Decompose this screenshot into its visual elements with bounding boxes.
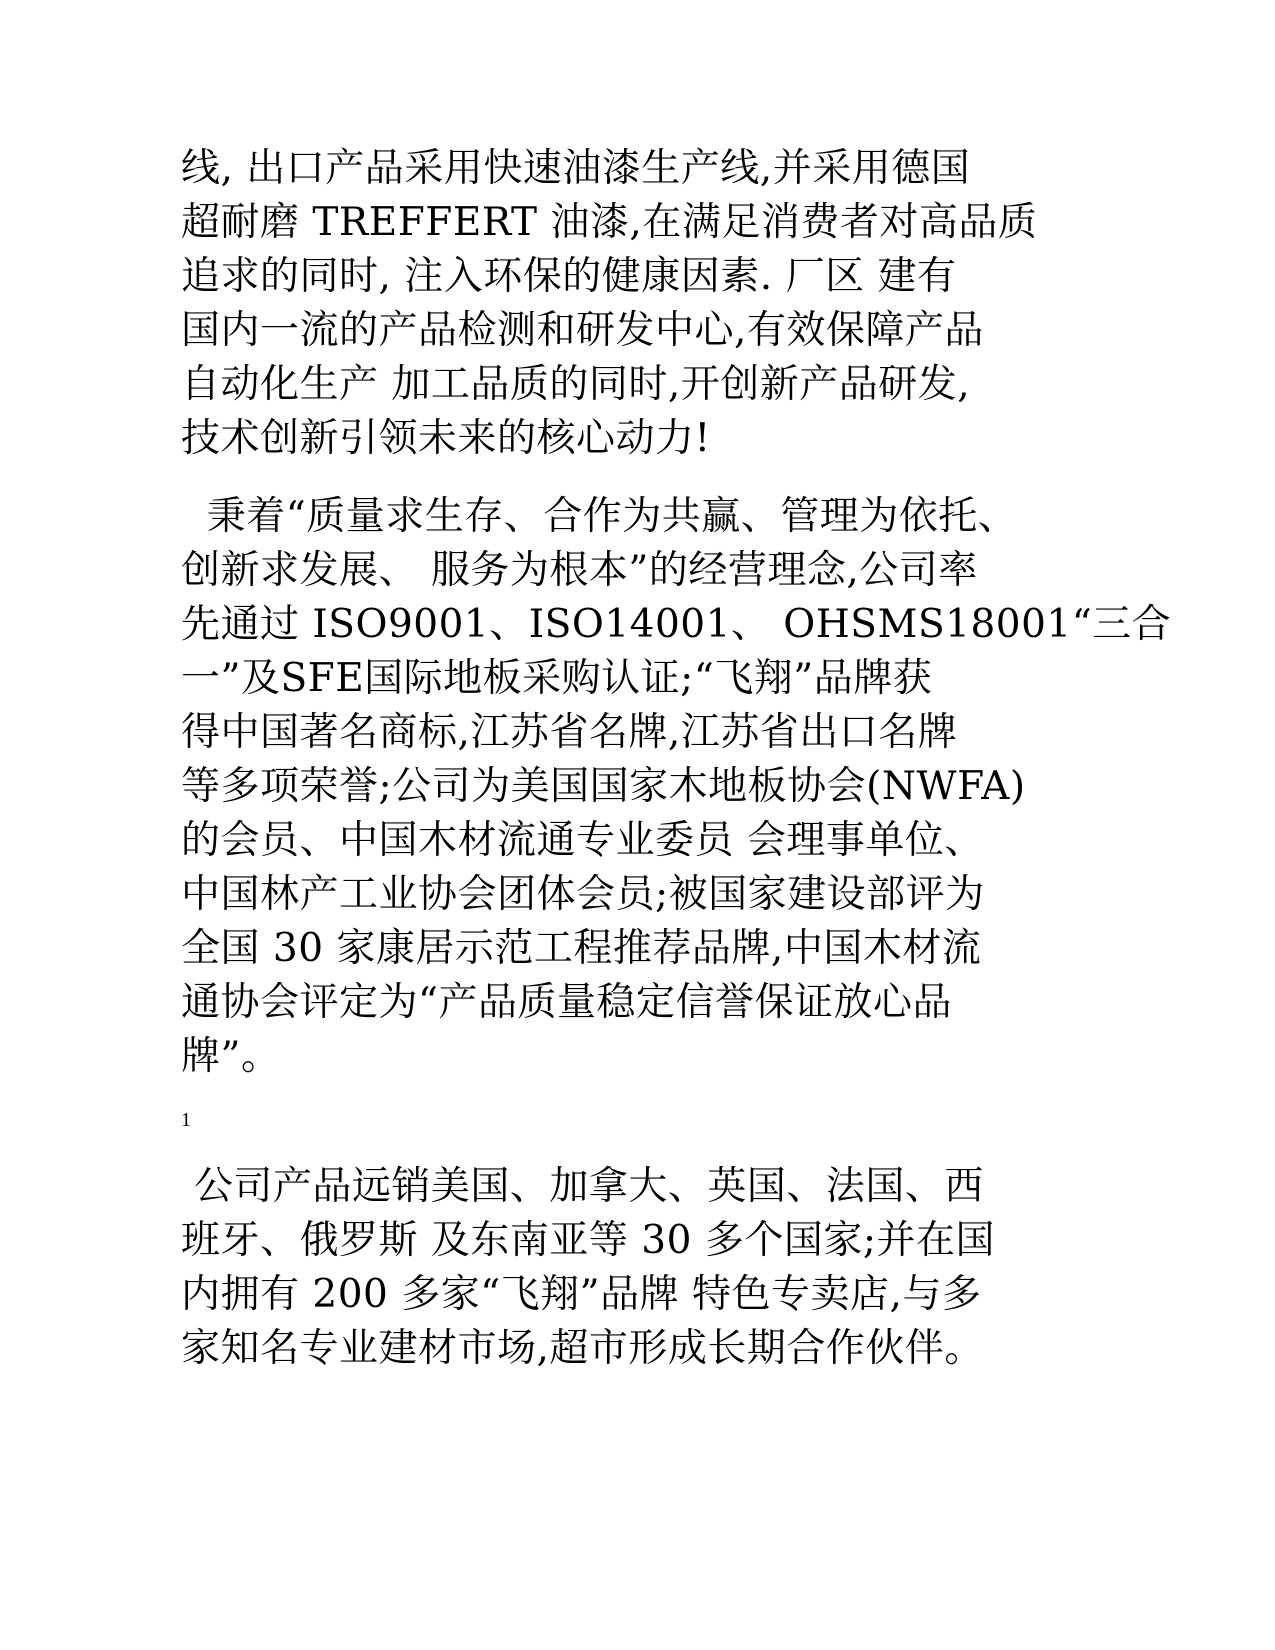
paragraph-2-line: 全国 30 家康居示范工程推荐品牌,中国木材流 xyxy=(181,926,982,971)
paragraph-2-line: 牌”。 xyxy=(181,1034,281,1079)
paragraph-3-line: 内拥有 200 多家“飞翔”品牌 特色专卖店,与多 xyxy=(181,1272,982,1317)
paragraph-2-line: 通协会评定为“产品质量稳定信誉保证放心品 xyxy=(181,980,952,1025)
paragraph-2-line: 秉着“质量求生存、合作为共赢、管理为依托、 xyxy=(181,494,1018,539)
paragraph-1-line: 线, 出口产品采用快速油漆生产线,并采用德国 xyxy=(181,146,971,191)
paragraph-1-line: 技术创新引领未来的核心动力! xyxy=(181,416,711,461)
paragraph-2-line: 得中国著名商标,江苏省名牌,江苏省出口名牌 xyxy=(181,710,958,755)
paragraph-1-line: 国内一流的产品检测和研发中心,有效保障产品 xyxy=(181,308,984,353)
paragraph-3-line: 公司产品远销美国、加拿大、英国、法国、西 xyxy=(181,1164,984,1209)
paragraph-2-line: 中国林产工业协会团体会员;被国家建设部评为 xyxy=(181,872,985,917)
paragraph-2-line: 的会员、中国木材流通专业委员 会理事单位、 xyxy=(181,818,984,863)
paragraph-2-line: 一”及SFE国际地板采购认证;“飞翔”品牌获 xyxy=(181,656,933,701)
paragraph-2-line: 等多项荣誉;公司为美国国家木地板协会(NWFA) xyxy=(181,764,1026,809)
paragraph-3-line: 班牙、俄罗斯 及东南亚等 30 多个国家;并在国 xyxy=(181,1218,995,1263)
paragraph-2-line: 先通过 ISO9001、ISO14001、 OHSMS18001“三合 xyxy=(181,602,1172,647)
paragraph-1-line: 追求的同时, 注入环保的健康因素. 厂区 建有 xyxy=(181,254,957,299)
paragraph-3-line: 家知名专业建材市场,超市形成长期合作伙伴。 xyxy=(181,1326,984,1371)
page-number: 1 xyxy=(181,1109,191,1131)
paragraph-1-line: 自动化生产 加工品质的同时,开创新产品研发, xyxy=(181,362,971,407)
paragraph-1-line: 超耐磨 TREFFERT 油漆,在满足消费者对高品质 xyxy=(181,200,1038,245)
paragraph-2-line: 创新求发展、 服务为根本”的经营理念,公司率 xyxy=(181,548,978,593)
